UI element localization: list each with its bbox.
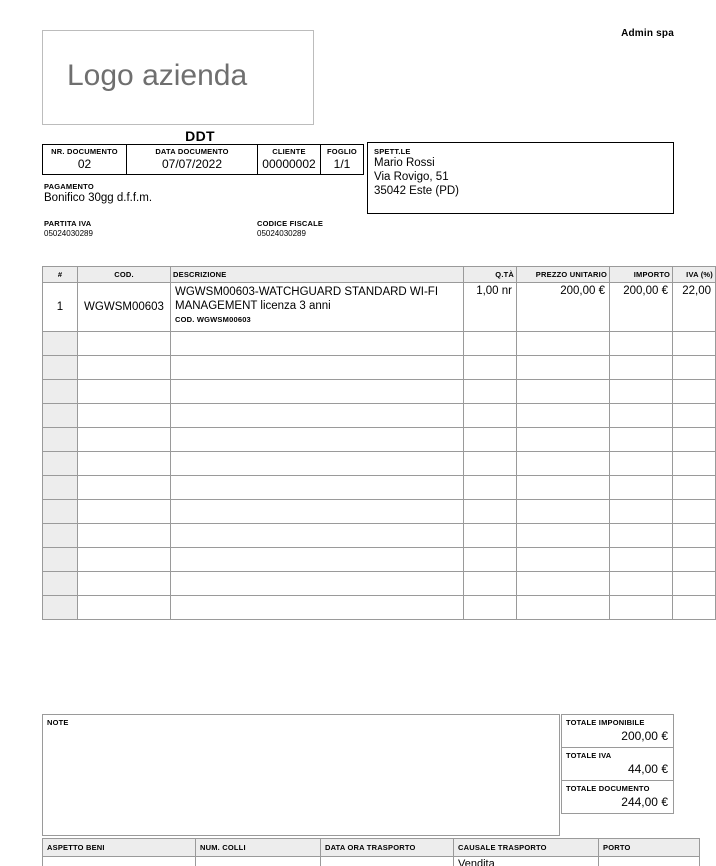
codice-fiscale-value: 05024030289: [257, 229, 306, 238]
row-iva: 22,00: [673, 283, 716, 332]
logo-placeholder-box: [42, 30, 314, 125]
table-row-empty: [43, 428, 716, 452]
payment-label: PAGAMENTO: [44, 182, 94, 191]
footer-header-row: [43, 839, 700, 857]
nr-documento-value: 02: [77, 157, 92, 171]
row-descrizione-sub: COD. WGWSM00603: [175, 315, 251, 324]
notes-label: NOTE: [47, 718, 69, 727]
total-iva-label: TOTALE IVA: [566, 751, 612, 760]
cliente-value: 00000002: [262, 157, 316, 171]
partita-iva-value: 05024030289: [44, 229, 93, 238]
items-table: [42, 266, 716, 620]
items-col-prezzo-unitario: PREZZO UNITARIO: [517, 267, 610, 283]
total-documento-block: [561, 780, 674, 814]
row-num: 1: [43, 283, 78, 332]
row-descrizione-main: WGWSM00603-WATCHGUARD STANDARD WI-FI MANAGEMENT licenza 3 anni: [175, 286, 439, 312]
row-cod: WGWSM00603: [78, 283, 171, 332]
codice-fiscale-label: CODICE FISCALE: [257, 219, 324, 228]
notes-box: [42, 714, 560, 836]
total-imponibile-block: [561, 714, 674, 747]
items-col-iva: IVA (%): [673, 267, 716, 283]
payment-value: Bonifico 30gg d.f.f.m.: [44, 192, 153, 204]
footer-value-data-ora-trasporto: [321, 857, 454, 866]
table-row-empty: [43, 500, 716, 524]
recipient-box: [367, 142, 674, 214]
document-info-table: [42, 144, 364, 175]
footer-value-aspetto-beni: [43, 857, 196, 866]
company-name: Admin spa: [621, 28, 674, 39]
table-row: [43, 283, 716, 332]
document-type-title: DDT: [185, 128, 215, 144]
table-row-empty: [43, 572, 716, 596]
table-row-empty: [43, 404, 716, 428]
recipient-address: Via Rovigo, 51: [374, 171, 449, 183]
total-iva-block: [561, 747, 674, 780]
row-importo: 200,00 €: [610, 283, 673, 332]
table-row-empty: [43, 596, 716, 620]
table-row-empty: [43, 524, 716, 548]
total-documento-label: TOTALE DOCUMENTO: [566, 784, 650, 793]
footer-col-porto: PORTO: [599, 839, 700, 857]
recipient-name: Mario Rossi: [374, 157, 435, 169]
totals-section: [561, 714, 674, 814]
foglio-value: 1/1: [333, 157, 351, 171]
table-row-empty: [43, 452, 716, 476]
total-imponibile-label: TOTALE IMPONIBILE: [566, 718, 645, 727]
cliente-label: CLIENTE: [272, 147, 306, 156]
footer-col-num-colli: NUM. COLLI: [196, 839, 321, 857]
data-documento-label: DATA DOCUMENTO: [155, 147, 229, 156]
footer-value-row: [43, 857, 700, 866]
foglio-label: FOGLIO: [327, 147, 357, 156]
recipient-city: 35042 Este (PD): [374, 185, 460, 197]
footer-col-aspetto-beni: ASPETTO BENI: [43, 839, 196, 857]
table-row-empty: [43, 548, 716, 572]
total-iva-value: 44,00 €: [627, 762, 668, 776]
logo-text: Logo azienda: [67, 59, 248, 92]
items-col-importo: IMPORTO: [610, 267, 673, 283]
doc-info-cell-data-documento: [127, 145, 258, 175]
footer-col-data-ora-trasporto: DATA ORA TRASPORTO: [321, 839, 454, 857]
partita-iva-label: PARTITA IVA: [44, 219, 92, 228]
row-prezzo: 200,00 €: [517, 283, 610, 332]
table-row-empty: [43, 332, 716, 356]
total-documento-value: 244,00 €: [621, 795, 668, 809]
row-qta: 1,00 nr: [464, 283, 517, 332]
nr-documento-label: NR. DOCUMENTO: [51, 147, 118, 156]
doc-info-cell-cliente: [258, 145, 321, 175]
row-descrizione: [171, 283, 464, 332]
recipient-label: SPETT.LE: [374, 147, 411, 156]
items-col-descrizione: DESCRIZIONE: [171, 267, 464, 283]
footer-value-num-colli: [196, 857, 321, 866]
items-col-qta: Q.TÀ: [464, 267, 517, 283]
data-documento-value: 07/07/2022: [161, 157, 223, 171]
items-col-cod: COD.: [78, 267, 171, 283]
table-row-empty: [43, 476, 716, 500]
items-table-body: [43, 283, 716, 620]
table-row-empty: [43, 380, 716, 404]
doc-info-cell-foglio: [321, 145, 364, 175]
items-col-num: #: [43, 267, 78, 283]
items-table-header-row: [43, 267, 716, 283]
doc-info-cell-nr-documento: [43, 145, 127, 175]
footer-value-causale-trasporto: Vendita: [454, 857, 599, 866]
transport-footer-table: [42, 838, 700, 866]
total-imponibile-value: 200,00 €: [621, 729, 668, 743]
document-sheet: [42, 0, 713, 866]
table-row-empty: [43, 356, 716, 380]
footer-col-causale-trasporto: CAUSALE TRASPORTO: [454, 839, 599, 857]
footer-value-porto: [599, 857, 700, 866]
